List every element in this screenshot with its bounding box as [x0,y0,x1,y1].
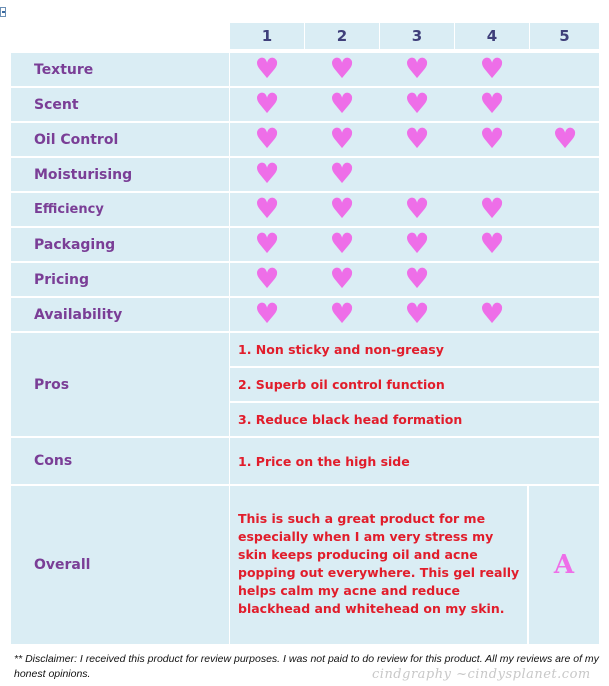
table-move-handle-icon[interactable] [0,7,6,17]
row-label-oil-control: Oil Control [11,123,229,156]
heart-icon: ♥ [329,122,355,155]
pros-label: Pros [11,333,229,436]
heart-icon: ♥ [552,122,578,155]
heart-icon: ♥ [404,227,430,260]
row-rating-area [230,158,599,191]
pros-item: 3. Reduce black head formation [230,403,599,436]
disclaimer-text: ** Disclaimer: I received this product for review purposes. I was not paid to do review for this product. All my reviews are of my honest opinions. [14,653,599,680]
overall-text: This is such a great product for me especially when I am very stress my skin keeps producing oil and acne popping out everywhere. This gel really helps calm my acne and reduce blackhead and whitehead on my skin. [230,486,527,644]
column-header-5: 5 [530,23,599,49]
heart-icon: ♥ [404,122,430,155]
row-label-texture: Texture [11,53,229,86]
column-header-4: 4 [455,23,529,49]
row-label-efficiency: Efficiency [11,193,229,226]
cons-label: Cons [11,438,229,484]
row-label-availability: Availability [11,298,229,331]
heart-icon: ♥ [254,52,280,85]
pros-item: 1. Non sticky and non-greasy [230,333,599,366]
heart-icon: ♥ [404,262,430,295]
heart-icon: ♥ [254,192,280,225]
heart-icon: ♥ [479,52,505,85]
row-label-packaging: Packaging [11,228,229,261]
column-header-3: 3 [380,23,454,49]
column-header-2: 2 [305,23,379,49]
heart-icon: ♥ [254,297,280,330]
heart-icon: ♥ [404,297,430,330]
heart-icon: ♥ [404,52,430,85]
header-empty-cell [9,21,229,51]
heart-icon: ♥ [479,297,505,330]
heart-icon: ♥ [329,157,355,190]
heart-icon: ♥ [254,227,280,260]
watermark: cindgraphy ~cindysplanet.com [372,667,591,682]
heart-icon: ♥ [329,52,355,85]
heart-icon: ♥ [329,297,355,330]
overall-grade: A [529,486,599,644]
heart-icon: ♥ [479,227,505,260]
row-label-pricing: Pricing [11,263,229,296]
overall-label: Overall [11,486,229,644]
heart-icon: ♥ [479,87,505,120]
heart-icon: ♥ [329,262,355,295]
heart-icon: ♥ [479,122,505,155]
review-rating-table [8,20,600,646]
column-header-1: 1 [230,23,304,49]
heart-icon: ♥ [254,157,280,190]
heart-icon: ♥ [254,87,280,120]
heart-icon: ♥ [329,227,355,260]
heart-icon: ♥ [254,122,280,155]
heart-icon: ♥ [329,192,355,225]
cons-item: 1. Price on the high side [230,438,599,484]
heart-icon: ♥ [404,192,430,225]
heart-icon: ♥ [329,87,355,120]
heart-icon: ♥ [479,192,505,225]
row-label-scent: Scent [11,88,229,121]
heart-icon: ♥ [254,262,280,295]
pros-item: 2. Superb oil control function [230,368,599,401]
row-label-moisturising: Moisturising [11,158,229,191]
heart-icon: ♥ [404,87,430,120]
